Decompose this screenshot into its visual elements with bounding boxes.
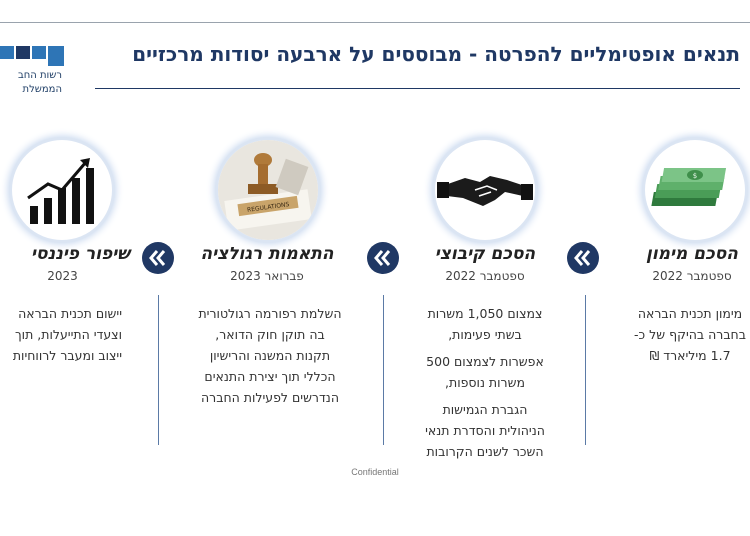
pillar-date: ספטמבר 2022 (445, 269, 525, 283)
svg-text:$: $ (692, 172, 698, 180)
regulations-stamp-icon (218, 140, 318, 240)
stamp-text: REGULATIONS (246, 201, 290, 214)
chevron-left-icon (142, 242, 174, 274)
title-underline (95, 88, 740, 89)
logo-square (32, 46, 46, 59)
body-line: תקנות המשנה והרישיון (209, 348, 331, 363)
authority-logo (0, 46, 70, 96)
logo-square (0, 46, 14, 59)
body-line: השכר לשנים הקרובות (426, 444, 544, 459)
body-line: השלמת רפורמה רגולטורית (198, 306, 342, 321)
top-divider (0, 22, 750, 23)
pillar-body (600, 303, 750, 366)
pillar-divider (585, 295, 586, 445)
growth-chart-icon (12, 140, 112, 240)
body-line: הגברת הגמישות (442, 402, 528, 417)
pillar-body (0, 303, 122, 366)
page-title: תנאים אופטימליים להפרטה - מבוססים על ארבעה יסודות מרכזיים (132, 42, 740, 66)
chevron-left-icon (367, 242, 399, 274)
body-line: וצעדי התייעלות, תוך (14, 327, 122, 342)
body-line: ייצוב ומעבר לרווחיות (12, 348, 122, 363)
pillar-divider (383, 295, 384, 445)
body-line: הנדרשים לפעילות החברה (201, 390, 339, 405)
pillar-divider (158, 295, 159, 445)
body-line: צמצום 1,050 משרות (427, 306, 543, 321)
body-line: בה תוקן חוק הדואר, (215, 327, 325, 342)
pillar-date: 2023 (47, 269, 78, 283)
confidential-footer: Confidential (351, 467, 399, 477)
logo-square (16, 46, 30, 59)
body-line: בשתי פעימות, (448, 327, 522, 342)
handshake-icon (435, 140, 535, 240)
body-line: בחברה בהיקף של כ- (634, 327, 746, 342)
pillar-heading: הסכם קיבוצי (434, 244, 536, 264)
body-line: 1.7 מיליארד ₪ (649, 348, 731, 363)
body-line: יישום תכנית הבראה (18, 306, 122, 321)
pillar-date: פברואר 2023 (230, 269, 304, 283)
pillar-heading: התאמות רגולציה (200, 244, 334, 264)
pillar-body (180, 303, 360, 408)
pillar-heading: שיפור פיננסי (30, 244, 130, 264)
body-line: משרות נוספות, (445, 375, 525, 390)
pillar-heading: הסכם מימון (646, 244, 738, 264)
pillar-date: ספטמבר 2022 (652, 269, 732, 283)
pillar-body (395, 303, 575, 468)
body-line: הכללי תוך יצירת התנאים (204, 369, 336, 384)
logo-line-2: הממשלת (22, 84, 62, 95)
body-line: אפשרות לצמצום 500 (426, 354, 544, 369)
money-stack-icon (645, 140, 745, 240)
logo-line-1: רשות החב (17, 70, 62, 81)
logo-square (48, 46, 64, 66)
chevron-left-icon (567, 242, 599, 274)
body-line: מימון תכנית הבראה (637, 306, 743, 321)
body-line: הניהולית והסדרת תנאי (425, 423, 545, 438)
